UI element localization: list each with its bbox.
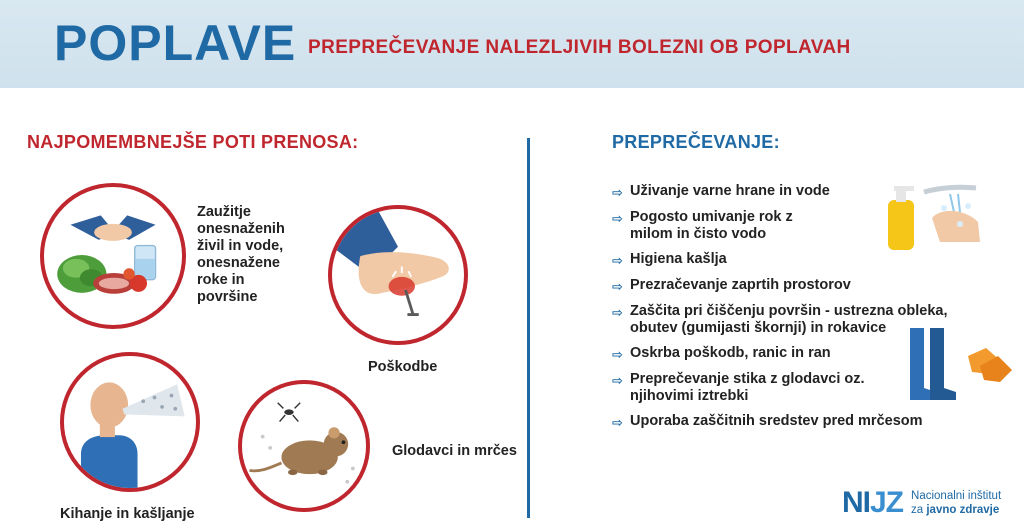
- arrow-right-icon: ⇨: [612, 305, 623, 320]
- section-divider: [527, 138, 530, 518]
- header-banner: [0, 0, 1024, 88]
- prevention-title: PREPREČEVANJE:: [612, 132, 780, 152]
- route-label-sneezing: Kihanje in kašljanje: [60, 506, 195, 522]
- rubber-boots-gloves-icon: [906, 326, 1016, 406]
- transmission-routes-title: NAJPOMEMBNEJŠE POTI PRENOSA:: [27, 132, 359, 152]
- arrow-right-icon: ⇨: [612, 279, 623, 294]
- list-item: ⇨ Preprečevanje stika z glodavci oz. njihovimi iztrebki: [612, 371, 865, 404]
- page-title: POPLAVE: [54, 15, 297, 71]
- person-sneezing-icon: [60, 352, 200, 492]
- route-label-injuries: Poškodbe: [368, 359, 438, 375]
- logo-text: Nacionalni inštitut za javno zdravje: [911, 490, 1002, 516]
- route-label-ingestion: Zaužitje onesnaženih živil in vode, onesnažene roke in površine: [197, 204, 285, 305]
- food-water-handshake-icon: [40, 183, 186, 329]
- list-item: ⇨ Uživanje varne hrane in vode: [612, 183, 830, 200]
- nijz-logo: [842, 486, 1001, 520]
- page-subtitle: PREPREČEVANJE NALEZLJIVIH BOLEZNI OB POPLAVAH: [308, 37, 851, 58]
- foot-injury-nail-icon: [328, 205, 468, 345]
- soap-handwashing-icon: [880, 178, 988, 254]
- list-item: ⇨ Oskrba poškodb, ranic in ran: [612, 345, 831, 362]
- arrow-right-icon: ⇨: [612, 347, 623, 362]
- arrow-right-icon: ⇨: [612, 185, 623, 200]
- list-item: ⇨ Pogosto umivanje rok z milom in čisto vodo: [612, 209, 793, 242]
- arrow-right-icon: ⇨: [612, 415, 623, 430]
- rat-mosquito-icon: [238, 380, 370, 512]
- logo-mark: NIJZ: [842, 486, 904, 519]
- list-item: ⇨ Zaščita pri čiščenju površin - ustrezna obleka, obutev (gumijasti škornji) in rokavice: [612, 303, 948, 336]
- arrow-right-icon: ⇨: [612, 211, 623, 226]
- list-item: ⇨ Uporaba zaščitnih sredstev pred mrčesom: [612, 413, 923, 430]
- list-item: ⇨ Prezračevanje zaprtih prostorov: [612, 277, 851, 294]
- arrow-right-icon: ⇨: [612, 253, 623, 268]
- list-item: ⇨ Higiena kašlja: [612, 251, 727, 268]
- route-label-rodents: Glodavci in mrčes: [392, 443, 517, 459]
- arrow-right-icon: ⇨: [612, 373, 623, 388]
